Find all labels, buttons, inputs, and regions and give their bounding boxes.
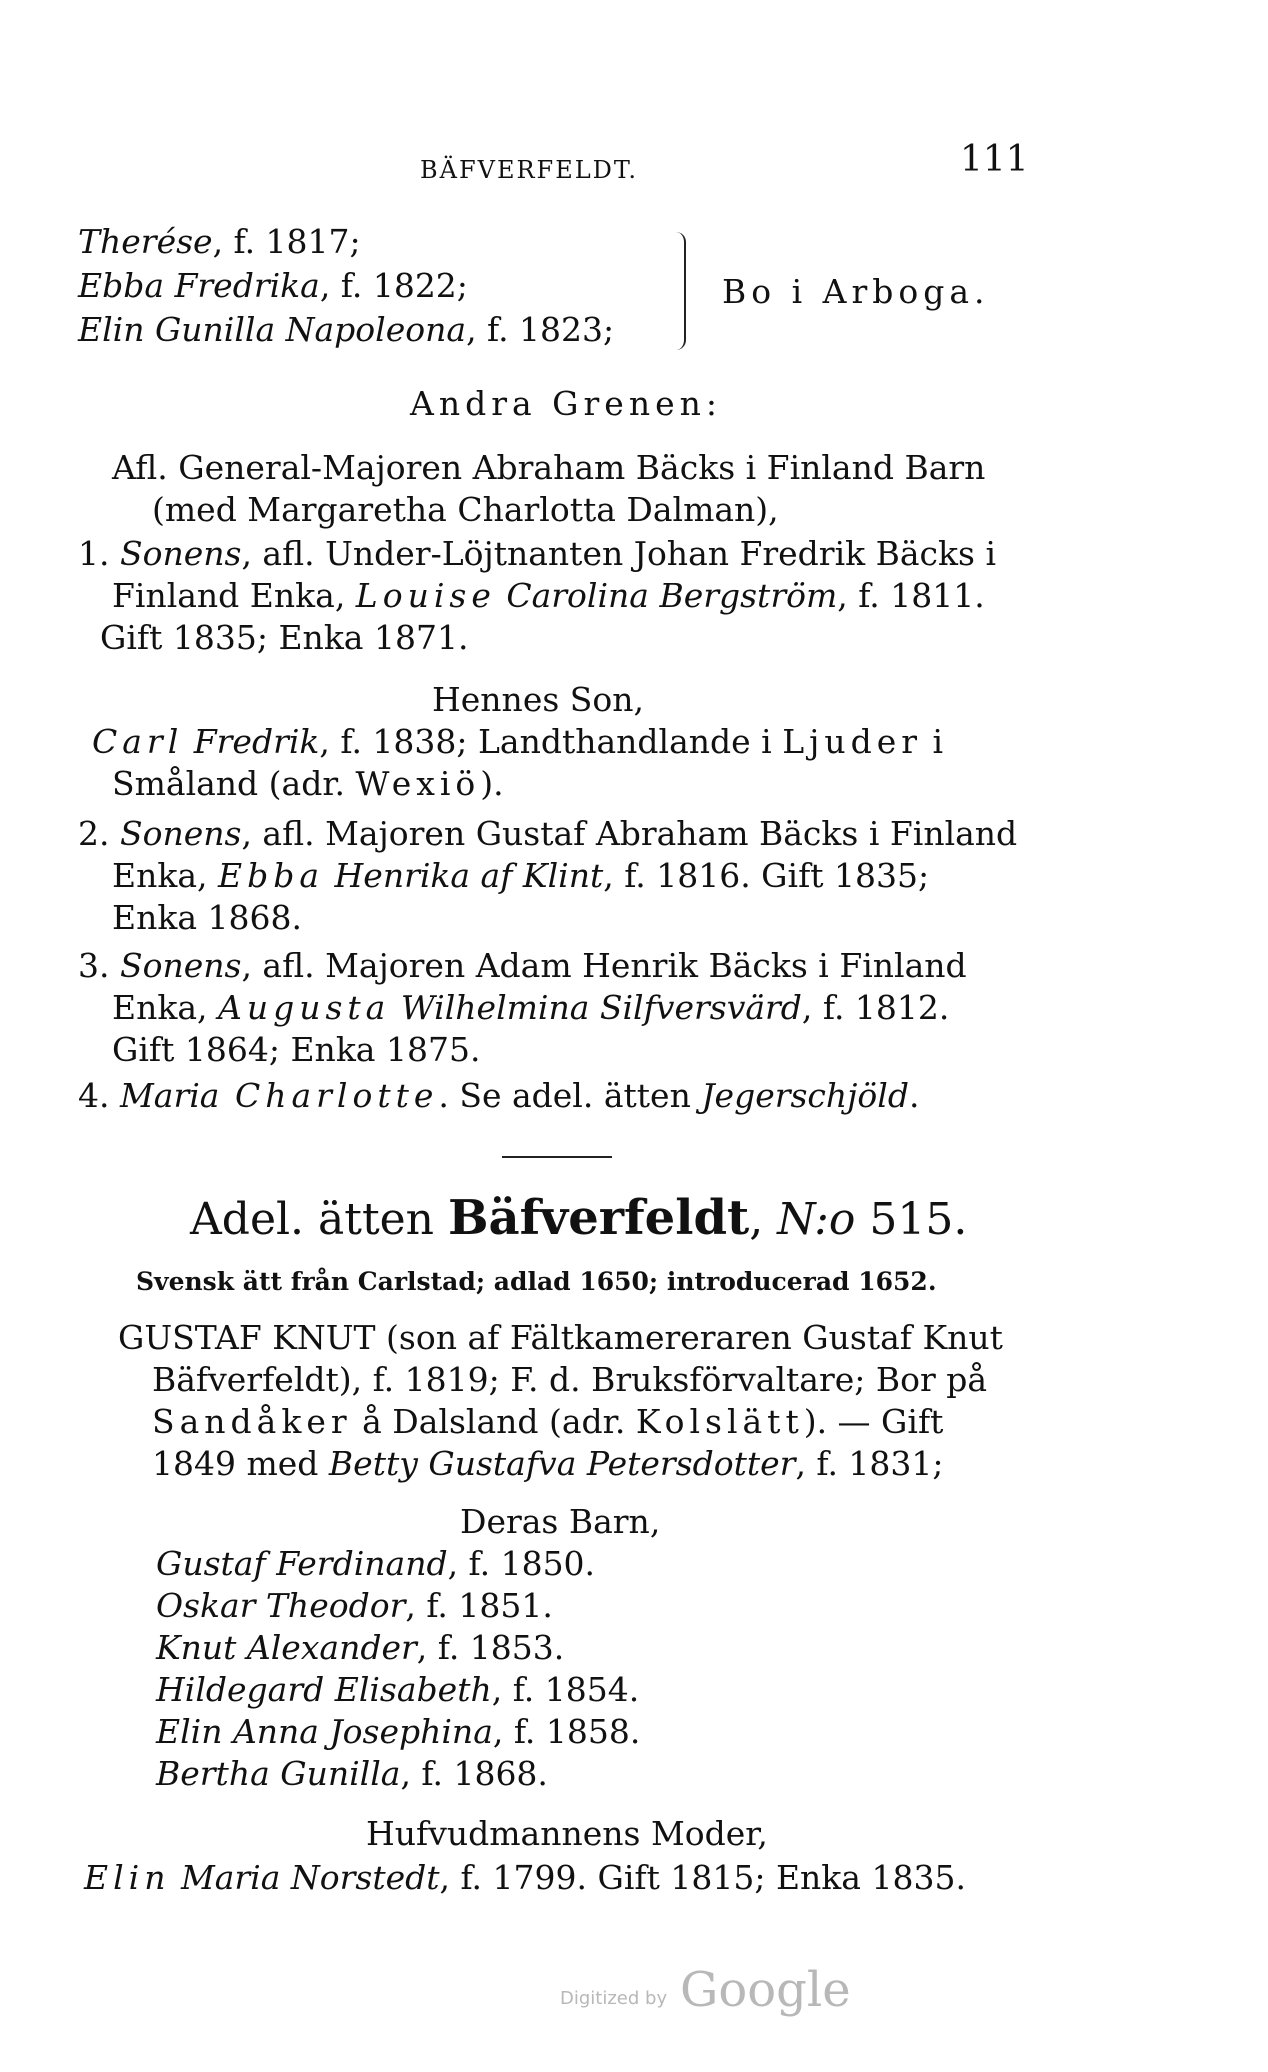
entry-4: 4. Maria Charlotte. Se adel. ätten Jegerschjöld. <box>78 1076 920 1115</box>
residence-note: Bo i Arboga. <box>722 272 990 311</box>
running-title: BÄFVERFELDT. <box>420 156 639 184</box>
head-line-3: Sandåker å Dalsland (adr. Kolslätt). — Gift <box>152 1402 944 1441</box>
child-elin-gunilla: Elin Gunilla Napoleona, f. 1823; <box>78 310 615 349</box>
subheading-hennes-son: Hennes Son, <box>432 680 644 719</box>
child-oskar-theodor: Oskar Theodor, f. 1851. <box>156 1586 553 1625</box>
child-elin-anna-josephina: Elin Anna Josephina, f. 1858. <box>156 1712 641 1751</box>
child-bertha-gunilla: Bertha Gunilla, f. 1868. <box>156 1754 548 1793</box>
entry-1-line-1: 1. Sonens, afl. Under-Löjtnanten Johan Fredrik Bäcks i <box>78 534 997 573</box>
child-ebba-fredrika: Ebba Fredrika, f. 1822; <box>78 266 468 305</box>
section-divider <box>502 1156 612 1158</box>
entry-1-line-2: Finland Enka, Louise Carolina Bergström, f. 1811. <box>112 576 985 615</box>
child-knut-alexander: Knut Alexander, f. 1853. <box>156 1628 565 1667</box>
subheading-deras-barn: Deras Barn, <box>460 1502 661 1541</box>
section-subtitle: Svensk ätt från Carlstad; adlad 1650; introducerad 1652. <box>136 1267 937 1296</box>
section-heading-andra-grenen: Andra Grenen: <box>410 384 722 423</box>
branch-line-1: Afl. General-Majoren Abraham Bäcks i Finland Barn <box>112 448 986 487</box>
digitized-by-watermark: Digitized by <box>560 1988 668 2009</box>
branch-line-2: (med Margaretha Charlotta Dalman), <box>152 490 779 529</box>
child-hildegard-elisabeth: Hildegard Elisabeth, f. 1854. <box>156 1670 640 1709</box>
child-gustaf-ferdinand: Gustaf Ferdinand, f. 1850. <box>156 1544 596 1583</box>
head-line-4: 1849 med Betty Gustafva Petersdotter, f. 1831; <box>152 1444 944 1483</box>
child-therese: Therése, f. 1817; <box>78 222 361 261</box>
entry-1-line-3: Gift 1835; Enka 1871. <box>100 618 469 657</box>
google-logo-watermark: Google <box>680 1962 851 2018</box>
grouping-brace <box>668 232 686 350</box>
entry-3-line-2: Enka, Augusta Wilhelmina Silfversvärd, f. 1812. <box>112 988 950 1027</box>
entry-2-line-3: Enka 1868. <box>112 898 302 937</box>
carl-fredrik-line-1: Carl Fredrik, f. 1838; Landthandlande i Ljuder i <box>92 722 944 761</box>
entry-2-line-2: Enka, Ebba Henrika af Klint, f. 1816. Gift 1835; <box>112 856 930 895</box>
mother-entry: Elin Maria Norstedt, f. 1799. Gift 1815; Enka 1835. <box>84 1858 966 1897</box>
entry-3-line-3: Gift 1864; Enka 1875. <box>112 1030 481 1069</box>
head-line-2: Bäfverfeldt), f. 1819; F. d. Bruksförvaltare; Bor på <box>152 1360 988 1399</box>
entry-2-line-1: 2. Sonens, afl. Majoren Gustaf Abraham Bäcks i Finland <box>78 814 1018 853</box>
entry-3-line-1: 3. Sonens, afl. Majoren Adam Henrik Bäcks i Finland <box>78 946 967 985</box>
carl-fredrik-line-2: Småland (adr. Wexiö). <box>112 764 504 803</box>
page-number: 111 <box>960 139 1029 180</box>
section-title: Adel. ätten Bäfverfeldt, N:o 515. <box>190 1190 968 1246</box>
subheading-hufvudmannens-moder: Hufvudmannens Moder, <box>366 1814 768 1853</box>
head-line-1: GUSTAF KNUT (son af Fältkamereraren Gustaf Knut <box>118 1318 1003 1357</box>
